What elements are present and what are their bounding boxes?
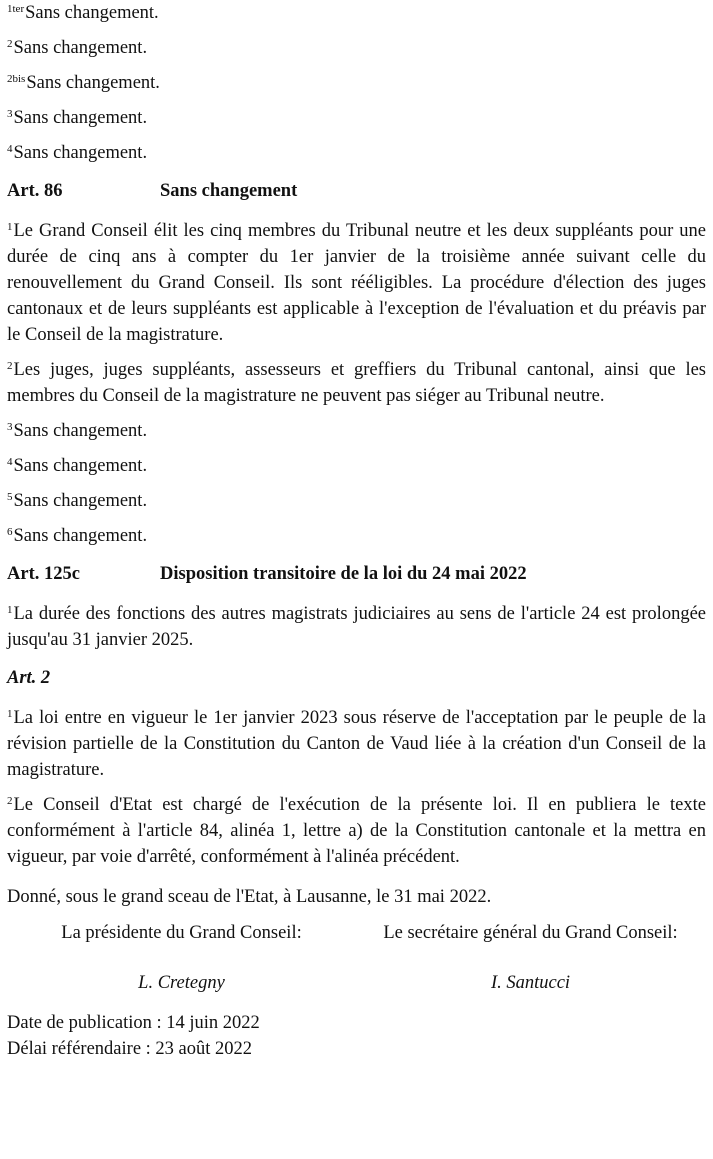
alinea-number: 3 [7, 421, 13, 433]
left-signatory-name: L. Cretegny [138, 973, 225, 993]
alinea-number: 2 [7, 795, 13, 807]
alinea-text: Sans changement. [26, 73, 160, 93]
alinea-number: 4 [7, 143, 13, 155]
previous-article-alineas [7, 0, 706, 166]
signature-roles [7, 920, 706, 946]
alinea-text: Sans changement. [13, 108, 148, 128]
closing-block [7, 884, 706, 996]
article-number: Art. 86 [7, 181, 63, 201]
signature-names [7, 956, 706, 996]
alinea-number: 6 [7, 526, 13, 538]
alinea-text: Sans changement. [13, 421, 148, 441]
article-number: Art. 2 [7, 668, 51, 688]
alinea [7, 792, 706, 870]
alinea-text: Sans changement. [13, 456, 148, 476]
alinea [7, 105, 706, 131]
right-signatory-role: Le secrétaire général du Grand Conseil: [383, 923, 678, 943]
alinea [7, 218, 706, 348]
article-heading [7, 178, 706, 204]
article-title: Disposition transitoire de la loi du 24 mai 2022 [160, 564, 527, 584]
alinea [7, 357, 706, 409]
alinea [7, 523, 706, 549]
publication-meta [7, 1010, 706, 1062]
alinea [7, 418, 706, 444]
alinea-text: Sans changement. [13, 526, 148, 546]
document-page [7, 0, 706, 1062]
article-number: Art. 125c [7, 564, 80, 584]
referendum-deadline: Délai référendaire : 23 août 2022 [7, 1039, 253, 1059]
alinea [7, 70, 706, 96]
alinea-number: 2 [7, 38, 13, 50]
alinea-number: 1 [7, 604, 13, 616]
alinea-number: 4 [7, 456, 13, 468]
alinea-text: Le Grand Conseil élit les cinq membres du Tribunal neutre et les deux suppléants pour une durée de cinq ans à compter du 1er janvier de la troisième année suivant celle du renouvellement du Grand Conseil. Ils sont rééligibles. La procédure d'élection des juges cantonaux et de leurs suppléants est applicable à l'exception de l'évaluation et du préavis par le Conseil de la magistrature. [7, 221, 706, 345]
alinea-number: 1 [7, 221, 13, 233]
alinea-number: 1 [7, 708, 13, 720]
alinea-number: 3 [7, 108, 13, 120]
alinea [7, 453, 706, 479]
alinea-text: Sans changement. [25, 3, 159, 23]
alinea-text: Sans changement. [13, 491, 148, 511]
alinea [7, 0, 706, 26]
publication-date: Date de publication : 14 juin 2022 [7, 1013, 260, 1033]
article-title: Sans changement [160, 181, 298, 201]
right-signatory-name: I. Santucci [490, 973, 571, 993]
alinea [7, 140, 706, 166]
alinea-number: 5 [7, 491, 13, 503]
alinea-text: Le Conseil d'Etat est chargé de l'exécution de la présente loi. Il en publiera le texte conformément à l'article 84, alinéa 1, lettre a) de la Constitution cantonale et la mettra en vigueur, par voie d'arrêté, conformément à l'alinéa précédent. [7, 795, 706, 867]
article-heading [7, 561, 706, 587]
article-125c [7, 561, 706, 653]
article-2 [7, 665, 706, 870]
alinea [7, 601, 706, 653]
alinea-number: 1ter [7, 3, 25, 15]
alinea [7, 35, 706, 61]
alinea-number: 2 [7, 360, 13, 372]
alinea [7, 705, 706, 783]
left-signatory-role: La présidente du Grand Conseil: [61, 923, 302, 943]
given-statement: Donné, sous le grand sceau de l'Etat, à Lausanne, le 31 mai 2022. [7, 887, 492, 907]
alinea-text: Sans changement. [13, 143, 148, 163]
alinea-text: La loi entre en vigueur le 1er janvier 2023 sous réserve de l'acceptation par le peuple de la révision partielle de la Constitution du Canton de Vaud liée à la création d'un Conseil de la magistrature. [7, 708, 706, 780]
alinea-text: Sans changement. [13, 38, 148, 58]
article-86 [7, 178, 706, 549]
alinea-text: Les juges, juges suppléants, assesseurs et greffiers du Tribunal cantonal, ainsi que les membres du Conseil de la magistrature ne peuvent pas siéger au Tribunal neutre. [7, 360, 706, 406]
alinea-number: 2bis [7, 73, 26, 85]
alinea-text: La durée des fonctions des autres magistrats judiciaires au sens de l'article 24 est prolongée jusqu'au 31 janvier 2025. [7, 604, 706, 650]
alinea [7, 488, 706, 514]
